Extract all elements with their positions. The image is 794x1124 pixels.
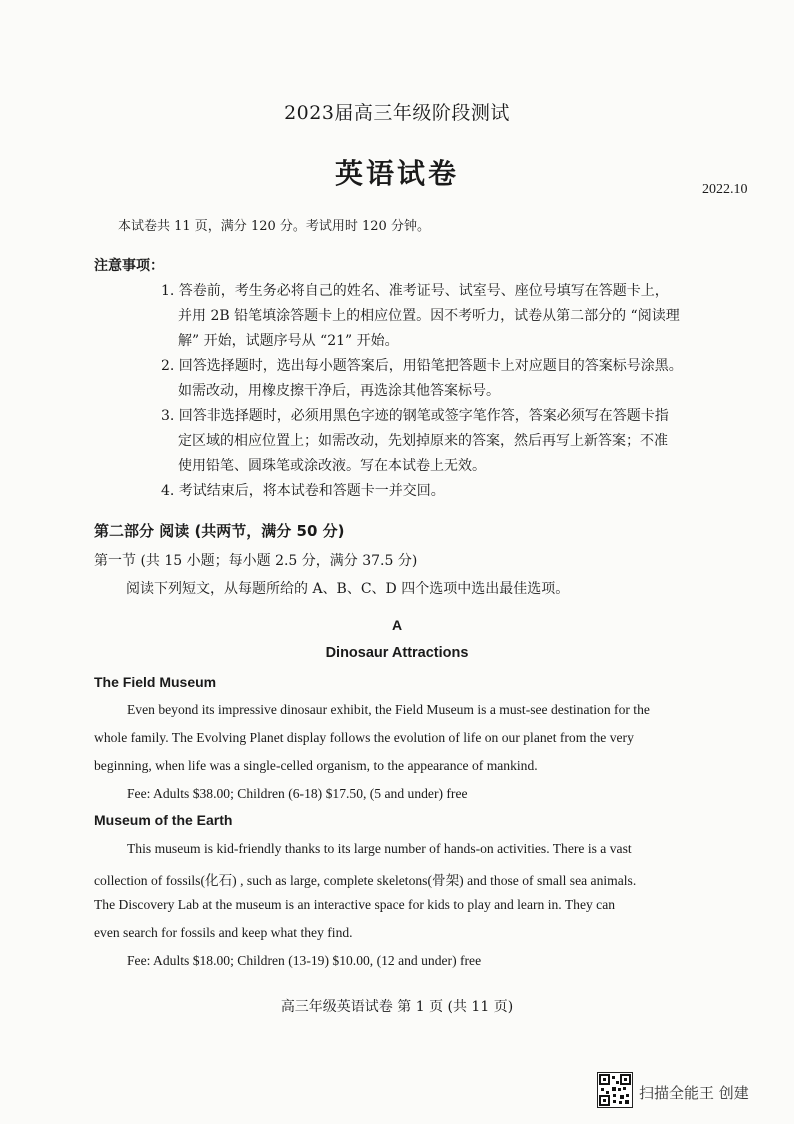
exam-date: 2022.10 <box>702 182 748 197</box>
passage-line: The Discovery Lab at the museum is an interactive space for kids to play and learn in. They can <box>94 897 616 912</box>
notice-line: 如需改动，用橡皮擦干净后，再选涂其他答案标号。 <box>178 383 500 399</box>
passage-line: This museum is kid-friendly thanks to its large number of hands-on activities. There is a vast <box>127 841 632 856</box>
section-subheading: 第一节 (共 15 小题；每小题 2.5 分，满分 37.5 分) <box>94 553 418 569</box>
passage-line: even search for fossils and keep what they find. <box>94 925 353 940</box>
notice-heading: 注意事项： <box>94 258 164 274</box>
exam-title: 2023届高三年级阶段测试 <box>284 102 510 124</box>
notice-line: 1. 答卷前，考生务必将自己的姓名、准考证号、试室号、座位号填写在答题卡上， <box>161 283 669 299</box>
notice-line: 定区域的相应位置上；如需改动，先划掉原来的答案，然后再写上新答案；不准 <box>178 433 668 449</box>
notice-line: 使用铅笔、圆珠笔或涂改液。写在本试卷上无效。 <box>178 458 486 474</box>
notice-line: 2. 回答选择题时，选出每小题答案后，用铅笔把答题卡上对应题目的答案标号涂黑。 <box>161 358 683 374</box>
passage-letter: A <box>391 617 403 633</box>
museum-fee: Fee: Adults $38.00; Children (6-18) $17.50, (5 and under) free <box>127 786 468 801</box>
notice-line: 4. 考试结束后，将本试卷和答题卡一并交回。 <box>161 483 445 499</box>
notice-line: 3. 回答非选择题时，必须用黑色字迹的钢笔或签字笔作答，答案必须写在答题卡指 <box>161 408 669 424</box>
passage-title: Dinosaur Attractions <box>325 645 469 661</box>
notice-line: 解” 开始，试题序号从 “21” 开始。 <box>178 333 399 349</box>
museum-name: The Field Museum <box>94 674 217 690</box>
passage-line: collection of fossils(化石) , such as large, complete skeletons(骨架) and those of small sea animals. <box>94 873 637 888</box>
passage-line: whole family. The Evolving Planet display follows the evolution of life on our planet from the very <box>94 730 634 745</box>
museum-name: Museum of the Earth <box>94 812 233 828</box>
section-heading: 第二部分 阅读 (共两节，满分 50 分) <box>94 522 345 540</box>
page-footer: 高三年级英语试卷 第 1 页 (共 11 页) <box>280 999 514 1015</box>
subject-title: 英语试卷 <box>334 157 459 190</box>
watermark-text: 扫描全能王 创建 <box>639 1084 749 1102</box>
notice-line: 并用 2B 铅笔填涂答题卡上的相应位置。因不考听力，试卷从第二部分的 “阅读理 <box>178 308 680 324</box>
section-instruction: 阅读下列短文，从每题所给的 A、B、C、D 四个选项中选出最佳选项。 <box>126 581 570 597</box>
museum-fee: Fee: Adults $18.00; Children (13-19) $10.00, (12 and under) free <box>127 953 482 968</box>
qr-code-icon <box>597 1072 633 1108</box>
passage-line: Even beyond its impressive dinosaur exhibit, the Field Museum is a must-see destination for the <box>127 702 650 717</box>
exam-info: 本试卷共 11 页，满分 120 分。考试用时 120 分钟。 <box>118 219 430 234</box>
passage-line: beginning, when life was a single-celled organism, to the appearance of mankind. <box>94 758 538 773</box>
